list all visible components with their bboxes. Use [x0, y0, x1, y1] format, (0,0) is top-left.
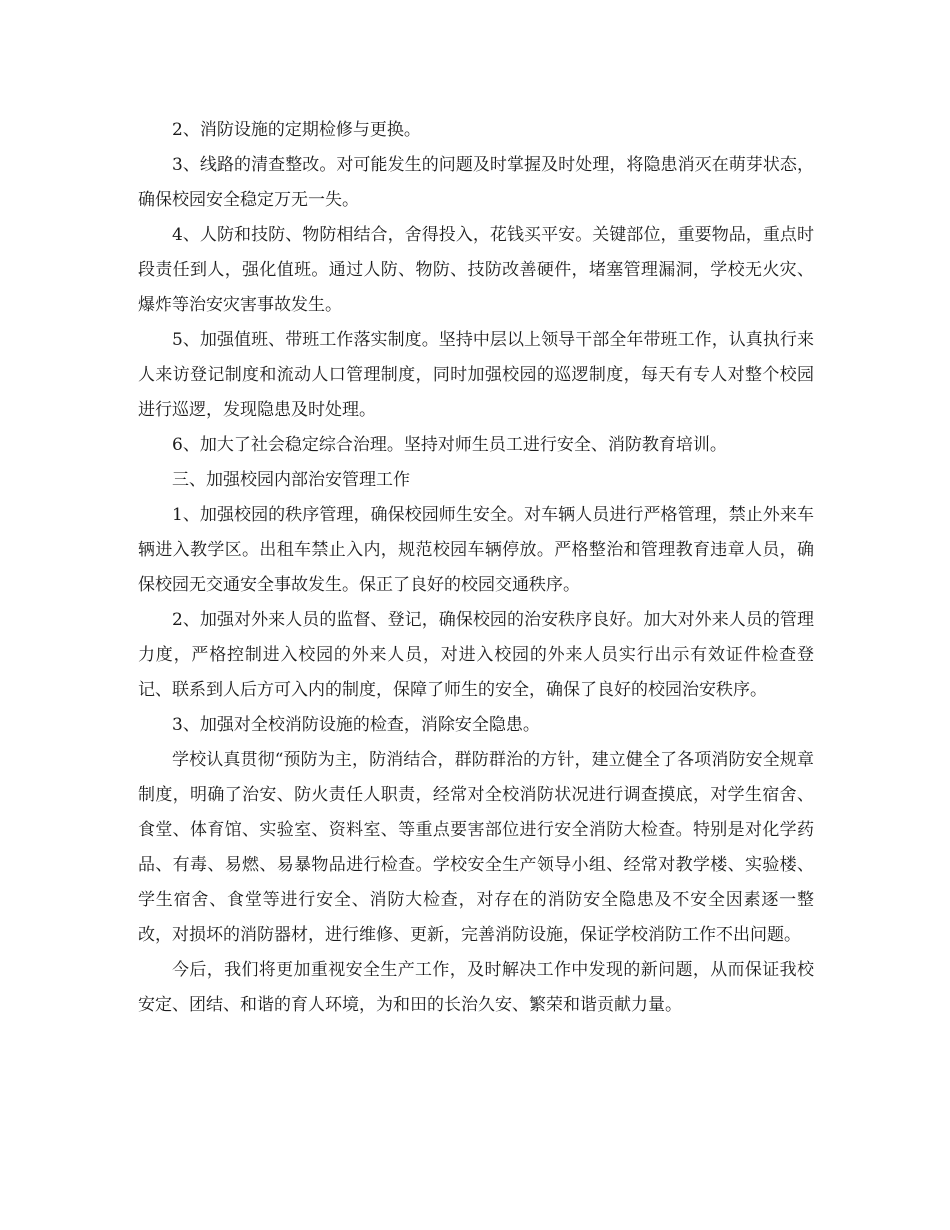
paragraph: 6、加大了社会稳定综合治理。坚持对师生员工进行安全、消防教育培训。 [172, 435, 727, 455]
paragraph: 今后，我们将更加重视安全生产工作，及时解决工作中发现的新问题，从而保证我校安定、团结、和谐的育人环境，为和田的长治久安、繁荣和谐贡献力量。 [138, 960, 814, 1015]
document-body [138, 113, 814, 1023]
paragraph: 2、消防设施的定期检修与更换。 [172, 120, 421, 140]
paragraph: 学校认真贯彻“预防为主，防消结合，群防群治的方针，建立健全了各项消防安全规章制度，明确了治安、防火责任人职责，经常对全校消防状况进行调查摸底，对学生宿舍、食堂、体育馆、实验室、资料室、等重点要害部位进行安全消防大检查。特别是对化学药品、有毒、易燃、易暴物品进行检查。学校安全生产领导小组、经常对教学楼、实验楼、学生宿舍、食堂等进行安全、消防大检查，对存在的消防安全隐患及不安全因素逐一整改，对损坏的消防器材，进行维修、更新，完善消防设施，保证学校消防工作不出问题。 [138, 750, 814, 945]
paragraph: 5、加强值班、带班工作落实制度。坚持中层以上领导干部全年带班工作，认真执行来人来访登记制度和流动人口管理制度，同时加强校园的巡逻制度，每天有专人对整个校园进行巡逻，发现隐患及时处理。 [138, 330, 814, 420]
paragraph: 4、人防和技防、物防相结合，舍得投入，花钱买平安。关键部位，重要物品，重点时段责任到人，强化值班。通过人防、物防、技防改善硬件，堵塞管理漏洞，学校无火灾、爆炸等治安灾害事故发生。 [138, 225, 814, 315]
paragraph: 3、线路的清查整改。对可能发生的问题及时掌握及时处理，将隐患消灭在萌芽状态，确保校园安全稳定万无一失。 [138, 155, 814, 210]
paragraph: 3、加强对全校消防设施的检查，消除安全隐患。 [172, 715, 540, 735]
section-heading: 三、加强校园内部治安管理工作 [172, 470, 410, 490]
paragraph: 1、加强校园的秩序管理，确保校园师生安全。对车辆人员进行严格管理，禁止外来车辆进入教学区。出租车禁止入内，规范校园车辆停放。严格整治和管理教育违章人员，确保校园无交通安全事故发生。保正了良好的校园交通秩序。 [138, 505, 814, 595]
paragraph: 2、加强对外来人员的监督、登记，确保校园的治安秩序良好。加大对外来人员的管理力度，严格控制进入校园的外来人员，对进入校园的外来人员实行出示有效证件检查登记、联系到人后方可入内的制度，保障了师生的安全，确保了良好的校园治安秩序。 [138, 610, 814, 700]
